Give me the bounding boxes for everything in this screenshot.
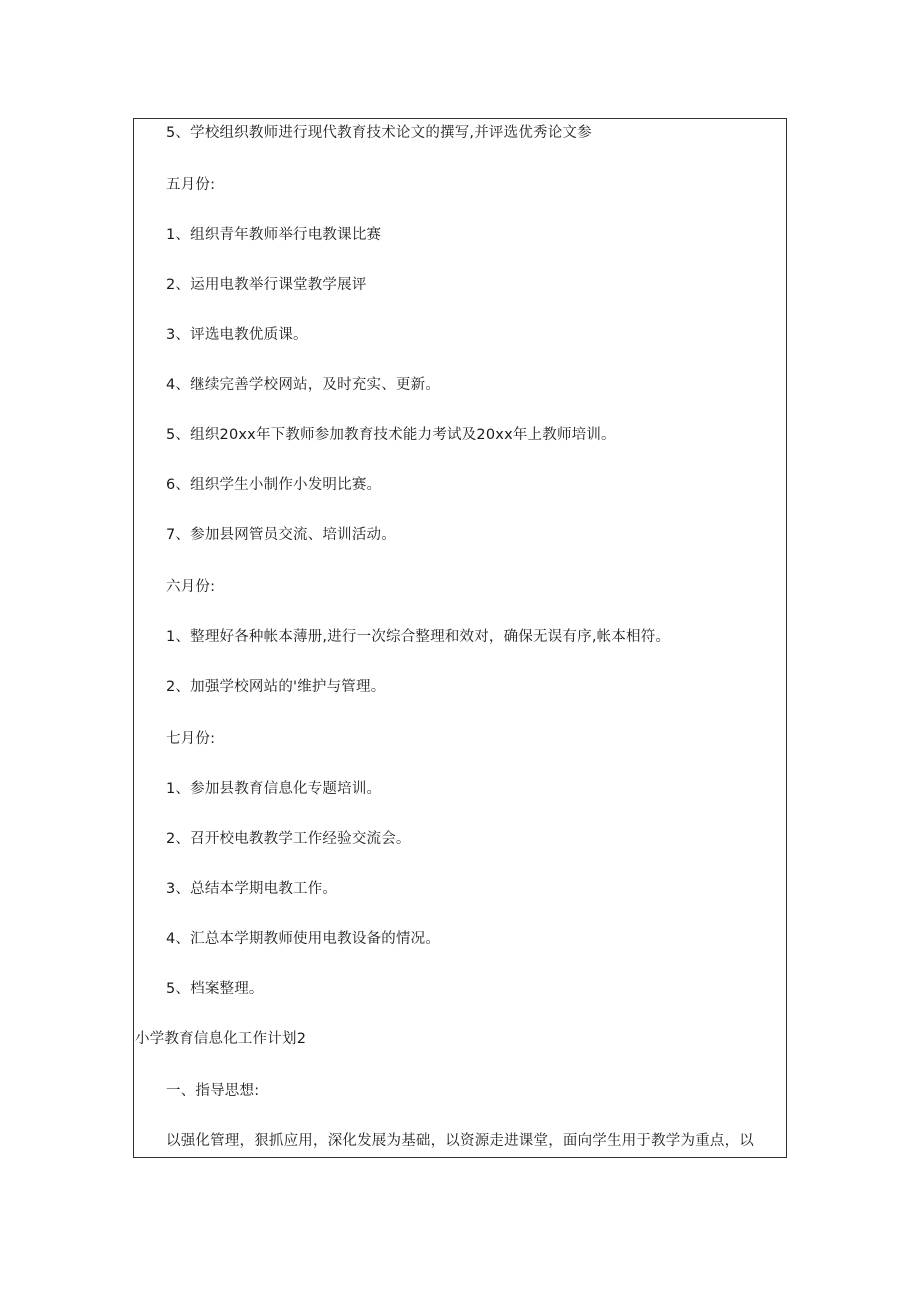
may-item-5: 5、组织20xx年下教师参加教育技术能力考试及20xx年上教师培训。 xyxy=(166,427,616,443)
may-item-3: 3、评选电教优质课。 xyxy=(166,327,308,343)
may-prev-item-5: 5、学校组织教师进行现代教育技术论文的撰写,并评选优秀论文参 xyxy=(166,125,592,141)
july-item-5: 5、档案整理。 xyxy=(166,981,264,997)
may-item-2: 2、运用电教举行课堂教学展评 xyxy=(166,277,367,293)
july-item-1: 1、参加县教育信息化专题培训。 xyxy=(166,781,382,797)
july-item-4: 4、汇总本学期教师使用电教设备的情况。 xyxy=(166,931,441,947)
june-item-2: 2、加强学校网站的'维护与管理。 xyxy=(166,679,386,695)
heading-july: 七月份: xyxy=(166,731,216,747)
heading-june: 六月份: xyxy=(166,579,216,595)
july-item-2: 2、召开校电教教学工作经验交流会。 xyxy=(166,831,411,847)
heading-guiding-ideas: 一、指导思想: xyxy=(166,1083,260,1099)
may-item-6: 6、组织学生小制作小发明比赛。 xyxy=(166,477,382,493)
heading-may: 五月份: xyxy=(166,177,216,193)
section-title-plan-2: 小学教育信息化工作计划2 xyxy=(135,1031,307,1047)
may-item-1: 1、组织青年教师举行电教课比赛 xyxy=(166,227,382,243)
may-item-4: 4、继续完善学校网站，及时充实、更新。 xyxy=(166,377,441,393)
june-item-1: 1、整理好各种帐本薄册,进行一次综合整理和效对，确保无误有序,帐本相符。 xyxy=(166,629,671,645)
may-item-7: 7、参加县网管员交流、培训活动。 xyxy=(166,527,396,543)
guiding-ideas-paragraph: 以强化管理，狠抓应用，深化发展为基础，以资源走进课堂，面向学生用于教学为重点，以 xyxy=(166,1133,754,1149)
july-item-3: 3、总结本学期电教工作。 xyxy=(166,881,338,897)
